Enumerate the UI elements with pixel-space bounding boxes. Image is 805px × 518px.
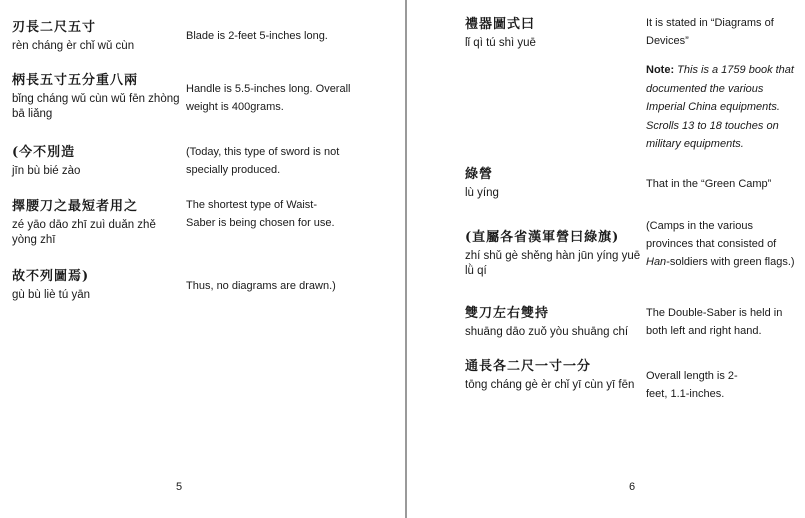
english-text-part: (Camps in the various provinces that consisted of [646, 220, 777, 250]
entry-blade-length [12, 19, 180, 54]
english-translation: That in the “Green Camp” [646, 178, 772, 190]
english-translation: Handle is 5.5-inches long. Overall weight is 400grams. [186, 83, 351, 113]
pinyin-text: rèn cháng èr chǐ wǔ cùn [12, 40, 135, 52]
pinyin-text: lǐ qì tú shì yuē [465, 37, 536, 49]
entry-overall-length [465, 358, 635, 393]
english-text-part: -soldiers with green flags.) [666, 256, 795, 268]
chinese-text: 柄長五寸五分重八兩 [12, 73, 139, 88]
entry-shortest-saber [12, 198, 180, 248]
english-translation: The Double-Saber is held in both left and right hand. [646, 307, 783, 337]
english-translation: Blade is 2-feet 5-inches long. [186, 30, 328, 42]
emphasis-text: Han [646, 256, 667, 268]
english-translation: The shortest type of Waist-Saber is being chosen for use. [186, 199, 335, 229]
entry-double-saber [465, 305, 643, 340]
chinese-text: 刃長二尺五寸 [12, 20, 97, 35]
english-translation: Overall length is 2-feet, 1.1-inches. [646, 370, 738, 400]
pinyin-text: zhí shǔ gè shěng hàn jūn yíng yuē lǜ qí [465, 250, 641, 277]
page-number: 5 [176, 481, 183, 493]
pinyin-text: bǐng cháng wǔ cùn wǔ fēn zhòng bā liǎng [12, 93, 180, 120]
chinese-text: 擇腰刀之最短者用之 [12, 199, 139, 214]
pinyin-text: shuāng dāo zuǒ yòu shuāng chí [465, 326, 629, 338]
english-translation: (Today, this type of sword is not specially produced. [186, 146, 340, 176]
entry-green-flag-camps [465, 229, 643, 279]
entry-handle-length [12, 72, 180, 122]
chinese-text: 雙刀左右雙持 [465, 306, 550, 321]
pinyin-text: zé yāo dāo zhī zuì duǎn zhě yòng zhī [12, 219, 156, 246]
chinese-text: 禮器圖式曰 [465, 17, 536, 32]
page-number: 6 [629, 481, 636, 493]
entry-not-produced [12, 144, 180, 179]
english-translation: It is stated in “Diagrams of Devices” [646, 17, 774, 47]
pinyin-text: jīn bù bié zào [12, 165, 81, 177]
entry-diagrams-of-devices [465, 16, 635, 51]
entry-green-camp [465, 166, 635, 201]
chinese-text: 故不列圖焉) [12, 269, 90, 284]
english-translation: Thus, no diagrams are drawn.) [186, 280, 336, 292]
english-translation [646, 217, 798, 271]
note-label: Note: [646, 64, 675, 76]
chinese-text: 通長各二尺一寸一分 [465, 359, 592, 374]
right-page [407, 0, 805, 518]
entry-no-diagrams [12, 268, 180, 303]
chinese-text: (今不別造 [12, 145, 76, 160]
pinyin-text: tōng cháng gè èr chǐ yī cùn yī fēn [465, 379, 635, 391]
chinese-text: 綠營 [465, 167, 494, 182]
chinese-text: (直屬各省漢軍營曰綠旗) [465, 230, 620, 245]
pinyin-text: gù bù liè tú yān [12, 289, 91, 301]
pinyin-text: lù yíng [465, 187, 499, 199]
note-text: This is a 1759 book that documented the various Imperial China equipments. Scrolls 13 to 18 touches on military equipments. [646, 64, 794, 150]
historical-note [646, 61, 798, 154]
